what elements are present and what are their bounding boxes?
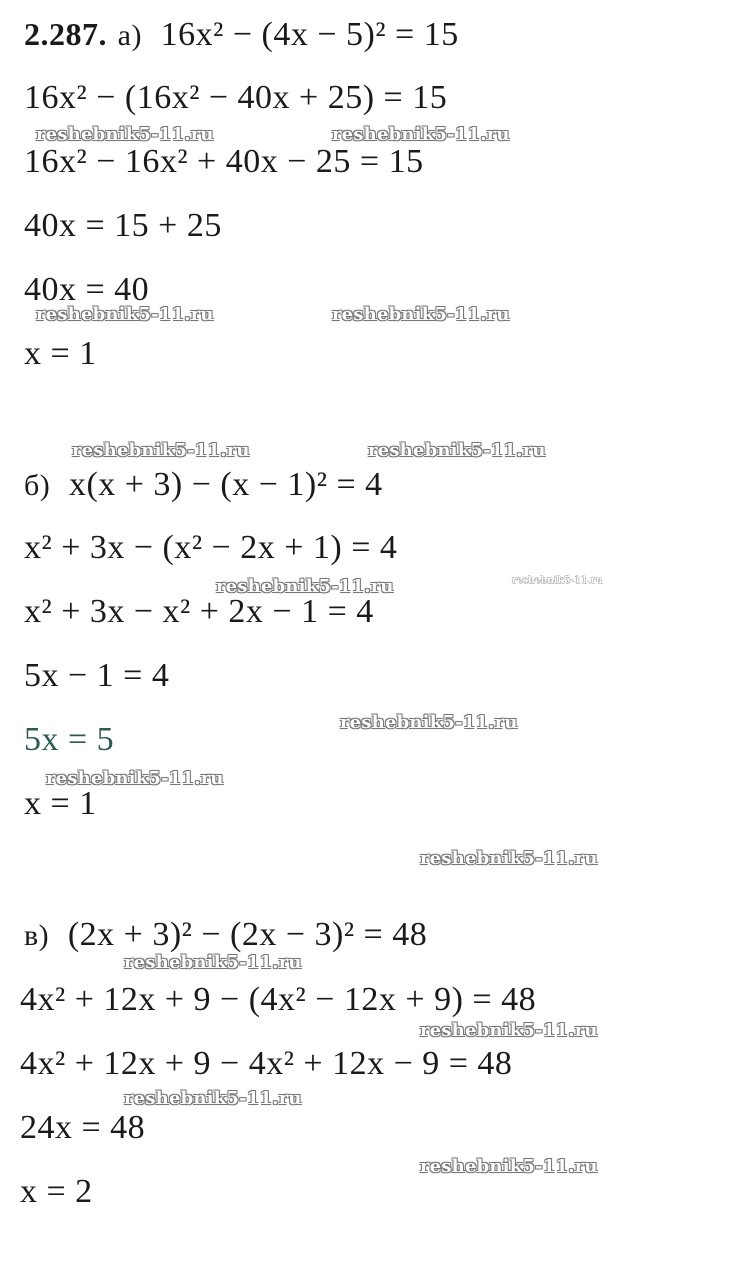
watermark: reshebnik5-11.ru <box>36 304 214 325</box>
part-c-line-1 <box>24 914 427 956</box>
part-b-equation-4: 5x − 1 = 4 <box>24 657 170 694</box>
watermark: reshebnik5-11.ru <box>332 124 510 145</box>
problem-number: 2.287. <box>24 16 107 52</box>
part-a-equation-3: 16x² − 16x² + 40x − 25 = 15 <box>24 143 424 180</box>
part-b-line-1 <box>24 464 383 506</box>
watermark: reshebnik5-11.ru <box>46 768 224 789</box>
watermark: reshebnik5-11.ru <box>124 1088 302 1109</box>
watermark: reshebnik5-11.ru <box>36 124 214 145</box>
part-a-equation-4: 40x = 15 + 25 <box>24 207 222 244</box>
watermark: reshebnik5-11.ru <box>420 1020 598 1041</box>
part-c-equation-4: 24x = 48 <box>20 1109 146 1146</box>
part-a-equation-6: x = 1 <box>24 335 97 372</box>
watermark: reshebnik5-11.ru <box>340 712 518 733</box>
watermark: reshebnik5-11.ru <box>420 848 598 869</box>
watermark: reshebnik5-11.ru <box>368 440 546 461</box>
part-b-equation-6: x = 1 <box>24 785 97 822</box>
part-b-equation-5: 5x = 5 <box>24 721 115 758</box>
part-a-equation-2: 16x² − (16x² − 40x + 25) = 15 <box>24 79 448 116</box>
part-c-equation-3: 4x² + 12x + 9 − 4x² + 12x − 9 = 48 <box>20 1045 513 1082</box>
part-a-label: а) <box>117 19 142 52</box>
part-a-equation-5: 40x = 40 <box>24 271 150 308</box>
watermark: reshebnik5-11.ru <box>72 440 250 461</box>
watermark: reshebnik5-11.ru <box>216 576 394 597</box>
part-c-equation-5: x = 2 <box>20 1173 93 1210</box>
part-a-equation-1: 16x² − (4x − 5)² = 15 <box>160 16 459 53</box>
part-a-line-1 <box>24 14 459 56</box>
part-c-equation-1: (2x + 3)² − (2x − 3)² = 48 <box>67 916 428 953</box>
part-b-equation-1: x(x + 3) − (x − 1)² = 4 <box>68 466 383 503</box>
part-b-equation-3: x² + 3x − x² + 2x − 1 = 4 <box>24 593 374 630</box>
part-b-label: б) <box>24 469 51 502</box>
watermark: reshebnik5-11.ru <box>420 1156 598 1177</box>
watermark: reshebnik5-11.ru <box>332 304 510 325</box>
part-b-equation-2: x² + 3x − (x² − 2x + 1) = 4 <box>24 529 398 566</box>
watermark: reshebnik5-11.ru <box>512 576 603 586</box>
watermark: reshebnik5-11.ru <box>124 952 302 973</box>
part-c-label: в) <box>24 919 50 952</box>
part-c-equation-2: 4x² + 12x + 9 − (4x² − 12x + 9) = 48 <box>20 981 537 1018</box>
